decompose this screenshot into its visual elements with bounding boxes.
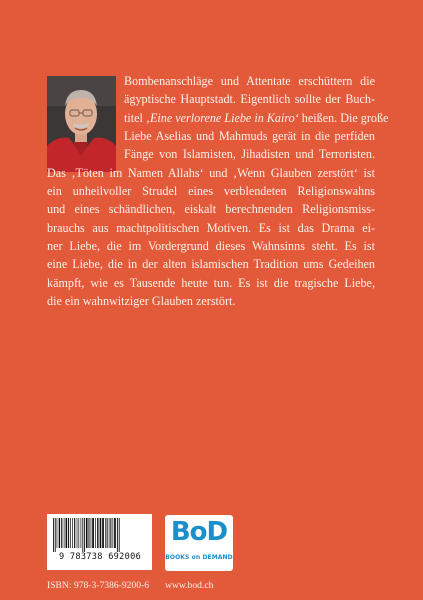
barcode-bar xyxy=(92,518,94,548)
blurb-line-3 xyxy=(124,109,389,127)
book-title-italic: ‚Eine verlorene Liebe in Kairo‘ xyxy=(145,110,299,125)
barcode-bar xyxy=(66,518,68,548)
barcode-bar xyxy=(82,518,83,552)
barcode-bar xyxy=(81,518,82,548)
blurb-line-13: die ein wahnwitziger Glauben zerstört. xyxy=(47,294,236,309)
barcode-bar xyxy=(102,518,104,548)
blurb-line-6: Das ‚Töten im Namen Allahs‘ und ‚Wenn Glauben zerstört‘ ist xyxy=(47,165,375,180)
barcode-bar xyxy=(53,518,54,552)
barcode-bar xyxy=(77,518,78,548)
barcode-bar xyxy=(97,518,98,548)
blurb-line-4: Liebe Aselias und Mahmuds gerät in die perfiden xyxy=(124,129,375,144)
barcode-bar xyxy=(57,518,58,548)
barcode-bar xyxy=(59,518,60,548)
barcode-bar xyxy=(55,518,56,552)
blurb-line-3-tail: heißen. Die große xyxy=(298,110,389,125)
barcode-bar xyxy=(100,518,102,548)
publisher-logo xyxy=(165,515,233,571)
blurb-line-5: Fänge von Islamisten, Jihadisten und Terroristen. xyxy=(124,147,375,162)
barcode-bar xyxy=(86,518,88,548)
barcode-bar xyxy=(91,518,92,548)
barcode-bar xyxy=(105,518,106,548)
barcode-bar xyxy=(110,518,111,548)
blurb-line-8: und eines schändlichen, eiskalt berechnenden Religionsmiss- xyxy=(47,202,375,217)
barcode-bar xyxy=(107,518,108,548)
blurb-line-2: ägyptische Hauptstadt. Eigentlich sollte der Buch- xyxy=(124,92,375,107)
barcode-bar xyxy=(88,518,89,548)
blurb-line-3-start: titel xyxy=(124,110,146,125)
publisher-logo-text: BoD xyxy=(170,517,228,547)
blurb-line-7: ein unheilvoller Strudel eines verblendeten Religionswahns xyxy=(47,184,375,199)
barcode-digits: 9 783738 692006 xyxy=(58,552,142,562)
blurb-line-11: eine Liebe, die in der alten islamischen Tradition ums Gedeihen xyxy=(47,257,375,272)
barcode-bar xyxy=(70,518,71,548)
barcode-bar xyxy=(84,518,85,552)
barcode-bar xyxy=(61,518,62,548)
blurb-text xyxy=(47,72,389,310)
barcode xyxy=(47,514,152,570)
publisher-website: www.bod.ch xyxy=(165,580,214,591)
barcode-bar xyxy=(64,518,65,548)
barcode-bar xyxy=(109,518,110,548)
barcode-bar xyxy=(119,518,120,552)
blurb-line-10: ner Liebe, die im Vordergrund dieses Wahnsinns steht. Es ist xyxy=(47,239,375,254)
blurb-line-12: kämpft, wie es Tausende heute tun. Es ist die tragische Liebe, xyxy=(47,275,375,290)
barcode-bar xyxy=(72,518,73,548)
barcode-bar xyxy=(117,518,118,552)
blurb-line-1: Bombenanschläge und Attentate erschüttern die xyxy=(124,74,375,88)
barcode-bar xyxy=(74,518,75,548)
blurb-line-9: brauchs aus machtpolitischen Motiven. Es ist das Drama ei- xyxy=(47,220,375,235)
barcode-bar xyxy=(114,518,116,548)
isbn-number: ISBN: 978-3-7386-9200-6 xyxy=(47,580,150,591)
barcode-bars xyxy=(52,518,147,552)
barcode-bar xyxy=(113,518,114,548)
barcode-bar xyxy=(95,518,96,548)
barcode-bar xyxy=(68,518,69,548)
barcode-bar xyxy=(78,518,79,548)
publisher-logo-subtitle: BOOKS on DEMAND xyxy=(165,554,233,561)
